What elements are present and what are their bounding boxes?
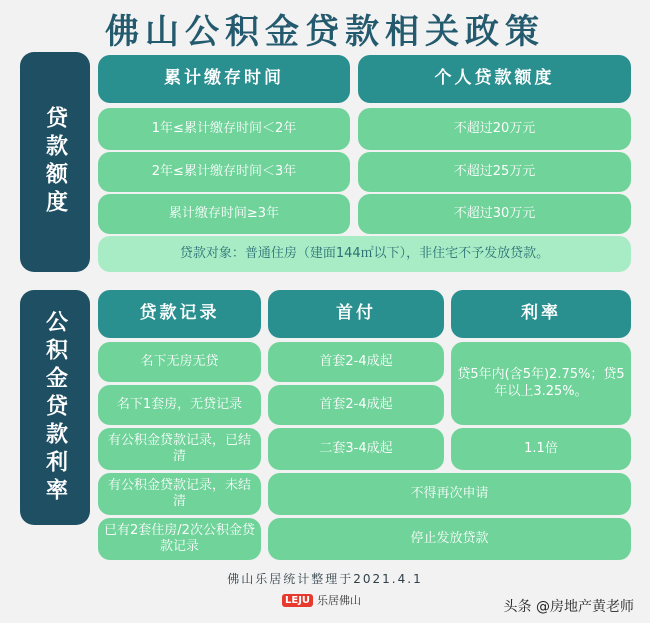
header-interest-rate: 利率: [451, 290, 631, 338]
record-row-4: 有公积金贷款记录，未结清: [98, 473, 261, 515]
loan-limit-row-3: 不超过30万元: [358, 194, 631, 234]
interest-rate-combined: 贷5年内(含5年)2.75%；贷5年以上3.25%。: [451, 342, 631, 425]
credit-line: 佛山乐居统计整理于2021.4.1: [227, 572, 423, 586]
record-row-3: 有公积金贷款记录，已结清: [98, 428, 261, 470]
down-payment-row-2: 首套2-4成起: [268, 385, 444, 425]
leju-logo: [282, 592, 361, 608]
section-label-loan-rate: 公积金贷款利率: [20, 290, 90, 525]
header-down-payment: 首付: [268, 290, 444, 338]
down-payment-row-1: 首套2-4成起: [268, 342, 444, 382]
down-payment-row-3: 二套3-4成起: [268, 428, 444, 470]
logo-text: 乐居佛山: [317, 594, 362, 607]
record-row-5: 已有2套住房/2次公积金贷款记录: [98, 518, 261, 560]
deposit-time-row-1: 1年≤累计缴存时间＜2年: [98, 108, 350, 150]
logo-badge: LEJU: [282, 594, 313, 607]
deposit-time-row-3: 累计缴存时间≥3年: [98, 194, 350, 234]
source-label: 头条 @房地产黄老师: [503, 599, 634, 615]
loan-limit-row-2: 不超过25万元: [358, 152, 631, 192]
record-row-1: 名下无房无贷: [98, 342, 261, 382]
header-loan-limit: 个人贷款额度: [358, 55, 631, 103]
header-deposit-time: 累计缴存时间: [98, 55, 350, 103]
interest-rate-row-3: 1.1倍: [451, 428, 631, 470]
record-row-2: 名下1套房，无贷记录: [98, 385, 261, 425]
deposit-time-row-2: 2年≤累计缴存时间＜3年: [98, 152, 350, 192]
section-label-loan-amount: 贷款额度: [20, 52, 90, 272]
page-title: 佛山公积金贷款相关政策: [105, 12, 545, 52]
loan-target-note: 贷款对象：普通住房（建面144㎡以下），非住宅不予发放贷款。: [98, 236, 631, 272]
merged-row-5: 停止发放贷款: [268, 518, 631, 560]
merged-row-4: 不得再次申请: [268, 473, 631, 515]
header-loan-record: 贷款记录: [98, 290, 261, 338]
loan-limit-row-1: 不超过20万元: [358, 108, 631, 150]
